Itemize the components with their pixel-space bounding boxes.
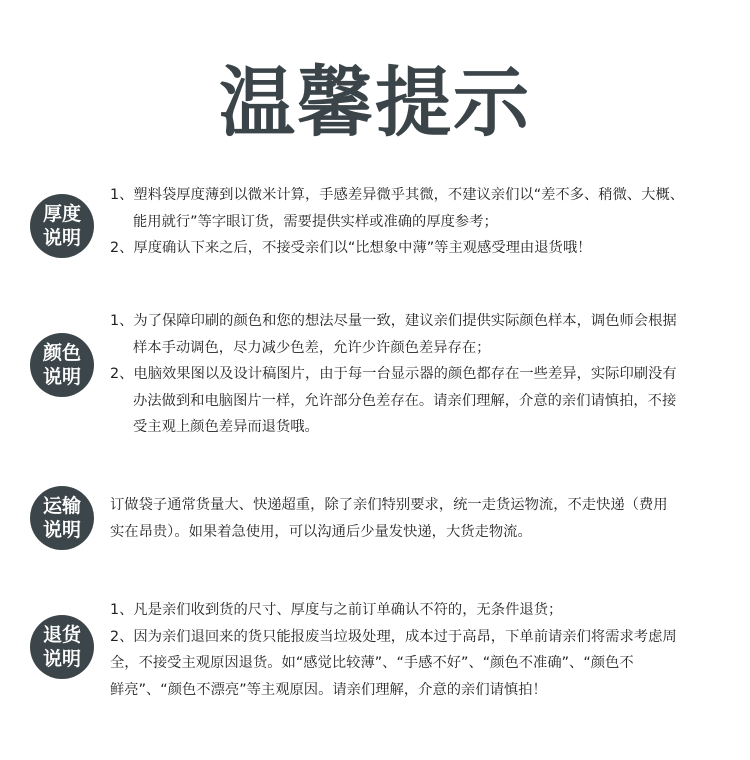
badge-line-1: 颜色 [42,342,81,364]
text-line: 全，不接受主观原因退货。如“感觉比较薄”、“手感不好”、“颜色不准确”、“颜色不 [110,655,634,671]
badge-line-1: 厚度 [42,203,81,225]
color-text [110,308,722,441]
text-line: 鲜亮”、“颜色不漂亮”等主观原因。请亲们理解，介意的亲们请慎拍！ [110,681,547,698]
shipping-badge [30,486,94,550]
badge-line-2: 说明 [42,227,81,249]
badge-line-1: 运输 [42,495,81,517]
text-line: 能用就行”等字眼订货，需要提供实样或准确的厚度参考； [133,213,498,230]
text-line: 1、为了保障印刷的颜色和您的想法尽量一致，建议亲们提供实际颜色样本，调色师会根据 [110,313,677,329]
badge-line-1: 退货 [42,624,81,646]
badge-line-2: 说明 [42,366,81,388]
text-line: 1、凡是亲们收到货的尺寸、厚度与之前订单确认不符的，无条件退货； [110,602,563,618]
text-line: 办法做到和电脑图片一样，允许部分色差存在。请亲们理解，介意的亲们请慎拍，不接 [133,392,677,409]
returns-badge [30,615,94,679]
text-line: 订做袋子通常货量大、快递超重，除了亲们特别要求，统一走货运物流，不走快递（费用 [110,497,668,513]
text-line: 2、电脑效果图以及设计稿图片，由于每一台显示器的颜色都存在一些差异，实际印刷没有 [110,366,677,382]
page-title: 温馨提示 [219,58,531,147]
badge-line-2: 说明 [42,648,81,670]
shipping-text [110,492,722,545]
color-badge [30,333,94,397]
returns-text [110,597,722,703]
thickness-badge [30,194,94,258]
text-line: 2、因为亲们退回来的货只能报废当垃圾处理，成本过于高昂，下单前请亲们将需求考虑周 [110,628,677,645]
thickness-text [110,182,722,262]
text-line: 实在昂贵）。如果着急使用，可以沟通后少量发快递，大货走物流。 [110,523,532,540]
text-line: 样本手动调色，尽力减少色差，允许少许颜色差异存在； [133,339,491,356]
text-line: 1、塑料袋厚度薄到以微米计算，手感差异微乎其微，不建议亲们以“差不多、稍微、大概、 [110,187,685,203]
badge-line-2: 说明 [42,519,81,541]
text-line: 2、厚度确认下来之后，不接受亲们以“比想象中薄”等主观感受理由退货哦！ [110,240,592,256]
text-line: 受主观上颜色差异而退货哦。 [133,419,319,435]
